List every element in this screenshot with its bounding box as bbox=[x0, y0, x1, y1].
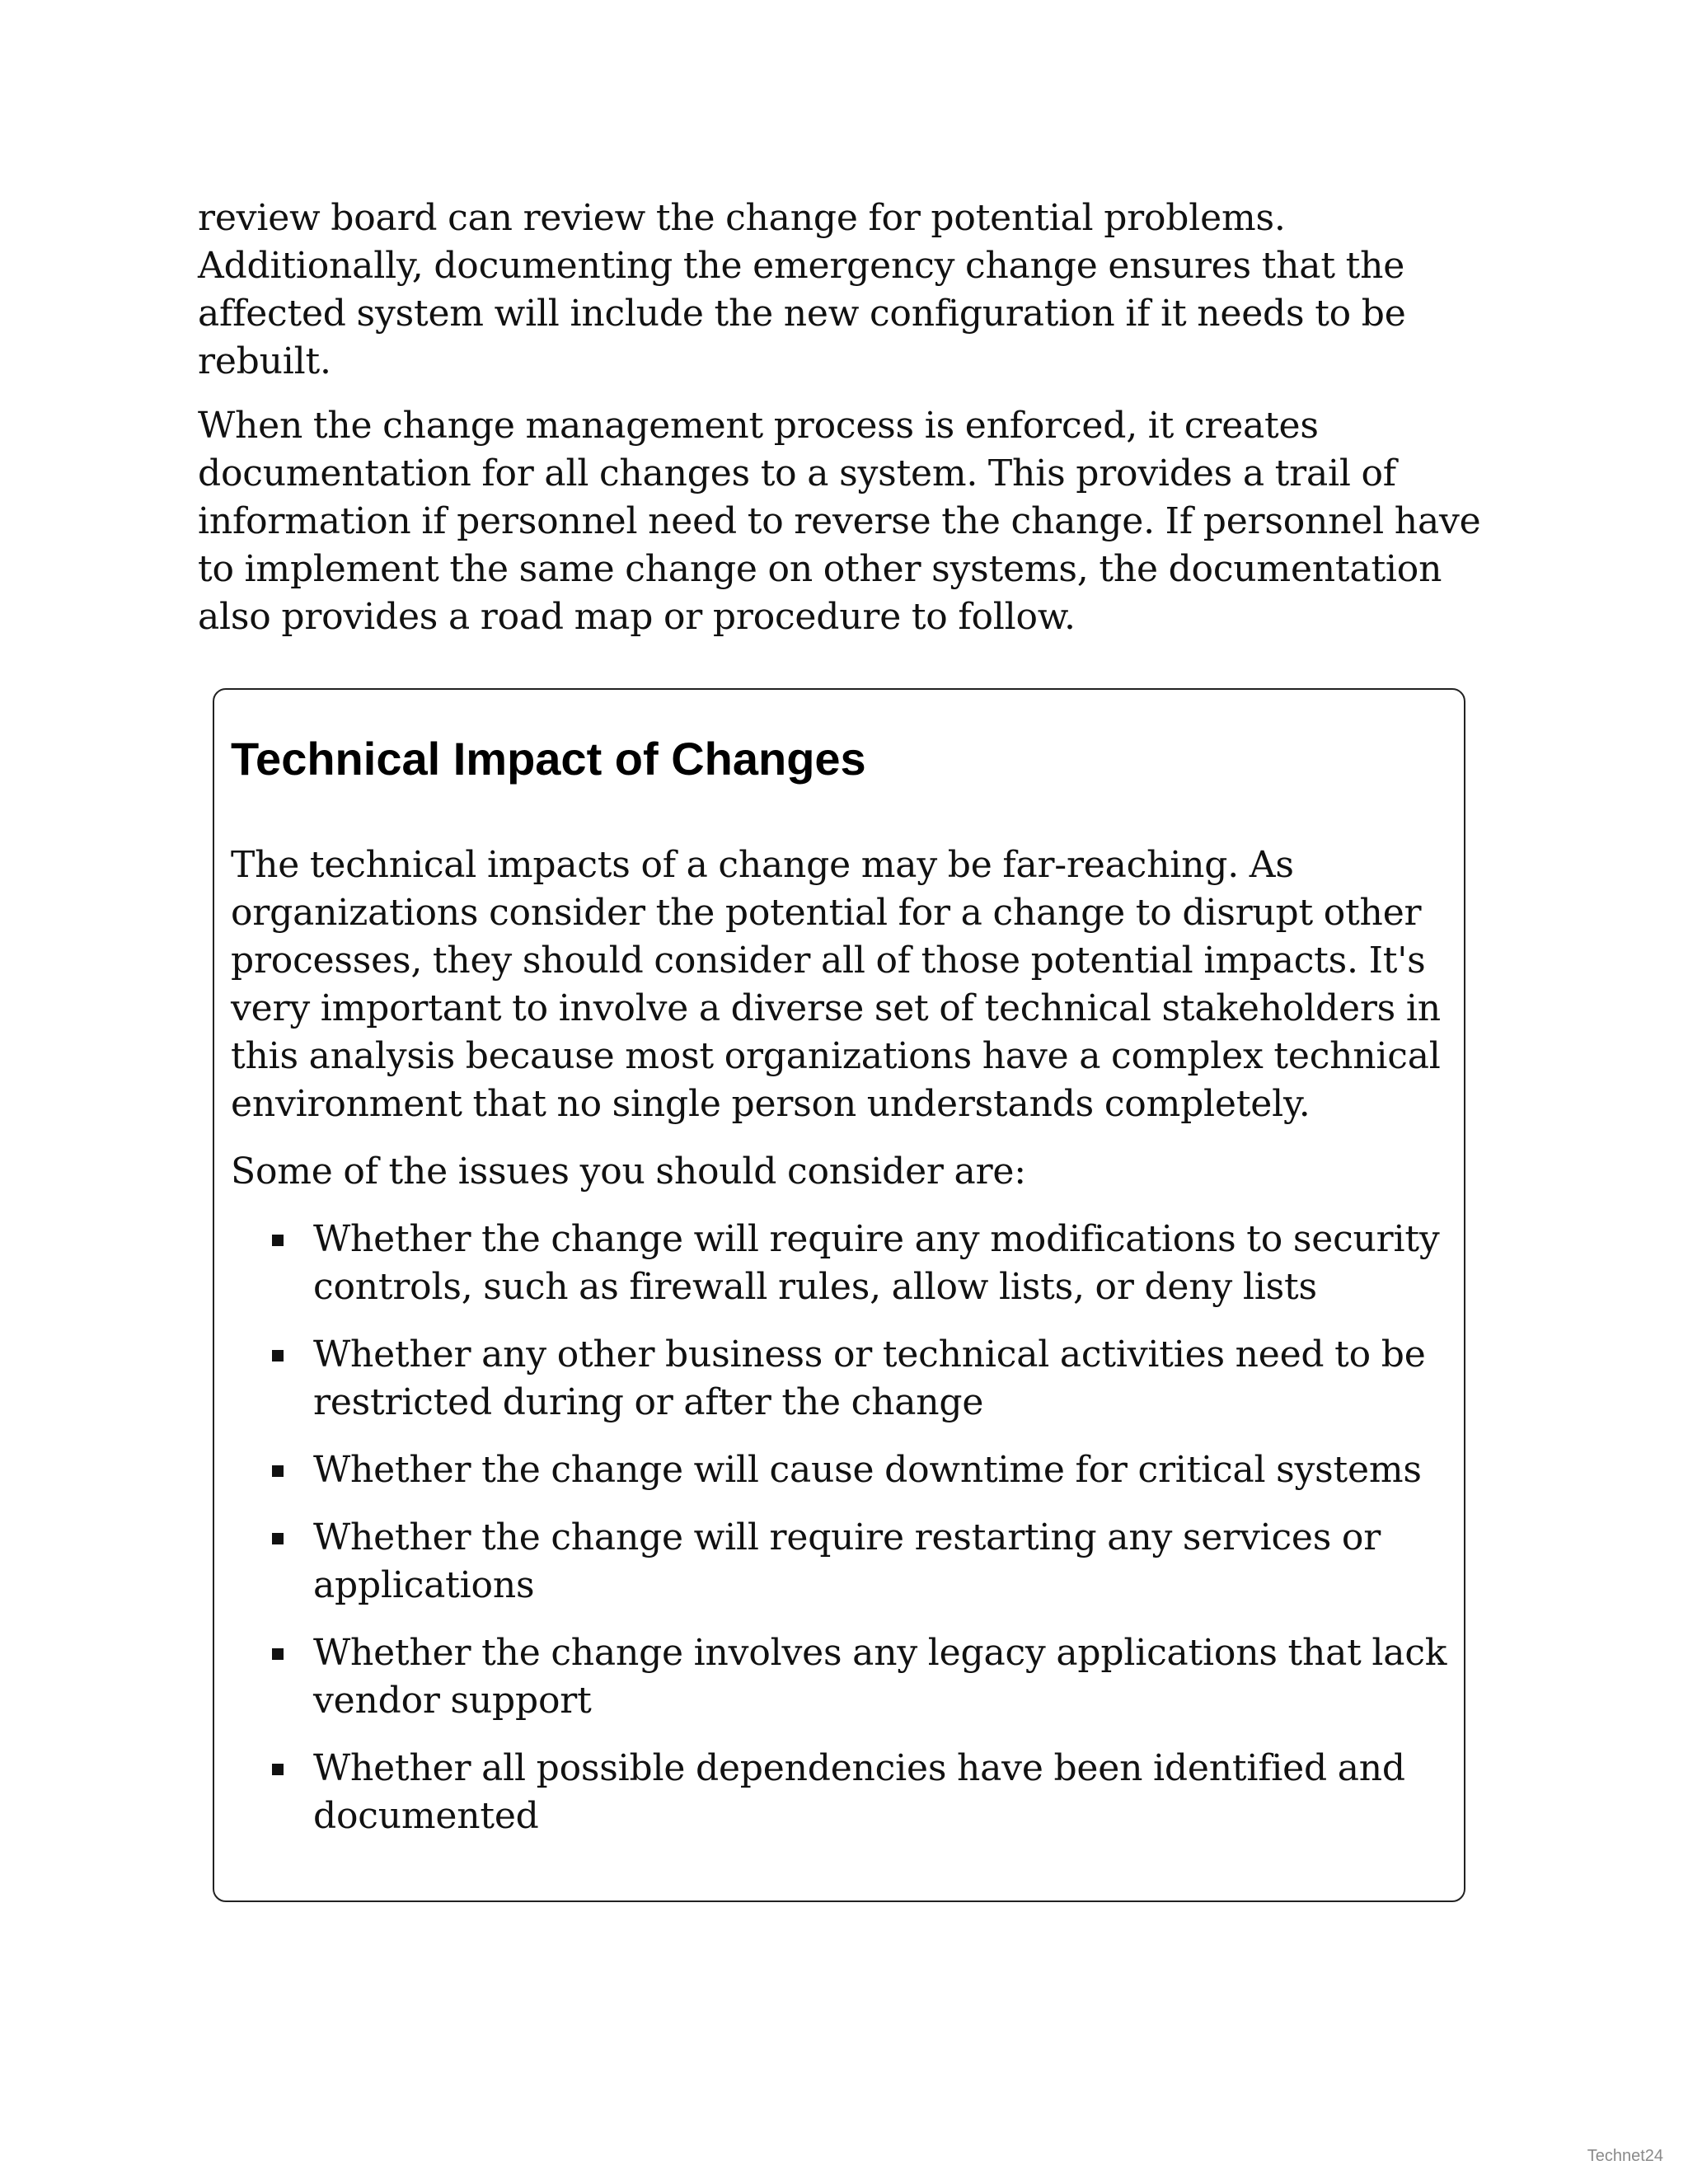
issues-list bbox=[231, 1216, 1447, 1840]
list-item bbox=[313, 1216, 1447, 1311]
body-paragraph: review board can review the change for potential problems. Additionally, documenting the emergency change ensures that the affected system will include the new configuration if it needs to be rebuilt. bbox=[198, 197, 1406, 382]
square-bullet-icon bbox=[272, 1465, 284, 1477]
list-item bbox=[313, 1745, 1447, 1840]
list-item-text: Whether the change will cause downtime for critical systems bbox=[313, 1449, 1422, 1491]
sidebar-box bbox=[213, 688, 1465, 1902]
list-item-text: Whether the change involves any legacy applications that lack vendor support bbox=[313, 1632, 1447, 1722]
list-item-text: Whether all possible dependencies have been identified and documented bbox=[313, 1747, 1405, 1837]
list-item-text: Whether the change will require any modifications to security controls, such as firewall rules, allow lists, or deny lists bbox=[313, 1218, 1440, 1308]
list-item bbox=[313, 1514, 1447, 1610]
list-item-text: Whether any other business or technical activities need to be restricted during or after the change bbox=[313, 1333, 1426, 1423]
sidebar-paragraph: Some of the issues you should consider are: bbox=[231, 1151, 1026, 1193]
sidebar-title: Technical Impact of Changes bbox=[231, 733, 866, 785]
square-bullet-icon bbox=[272, 1764, 284, 1775]
square-bullet-icon bbox=[272, 1235, 284, 1246]
sidebar-paragraph: The technical impacts of a change may be far-reaching. As organizations consider the potential for a change to disrupt other processes, they should consider all of those potential impacts. It's very important to involve a diverse set of technical stakeholders in this analysis because most organizations have a complex technical environment that no single person understands completely. bbox=[231, 844, 1441, 1125]
square-bullet-icon bbox=[272, 1648, 284, 1660]
body-text bbox=[198, 194, 1492, 658]
watermark: Technet24 bbox=[1587, 2147, 1663, 2165]
list-item-text: Whether the change will require restarting any services or applications bbox=[313, 1516, 1381, 1606]
square-bullet-icon bbox=[272, 1533, 284, 1544]
list-item bbox=[313, 1446, 1447, 1494]
list-item bbox=[313, 1331, 1447, 1427]
sidebar-content bbox=[231, 841, 1447, 1840]
body-paragraph: When the change management process is enforced, it creates documentation for all changes to a system. This provides a trail of information if personnel need to reverse the change. If personnel have to implement the same change on other systems, the documentation also provides a road map or procedure to follow. bbox=[198, 405, 1481, 638]
square-bullet-icon bbox=[272, 1350, 284, 1361]
list-item bbox=[313, 1629, 1447, 1725]
